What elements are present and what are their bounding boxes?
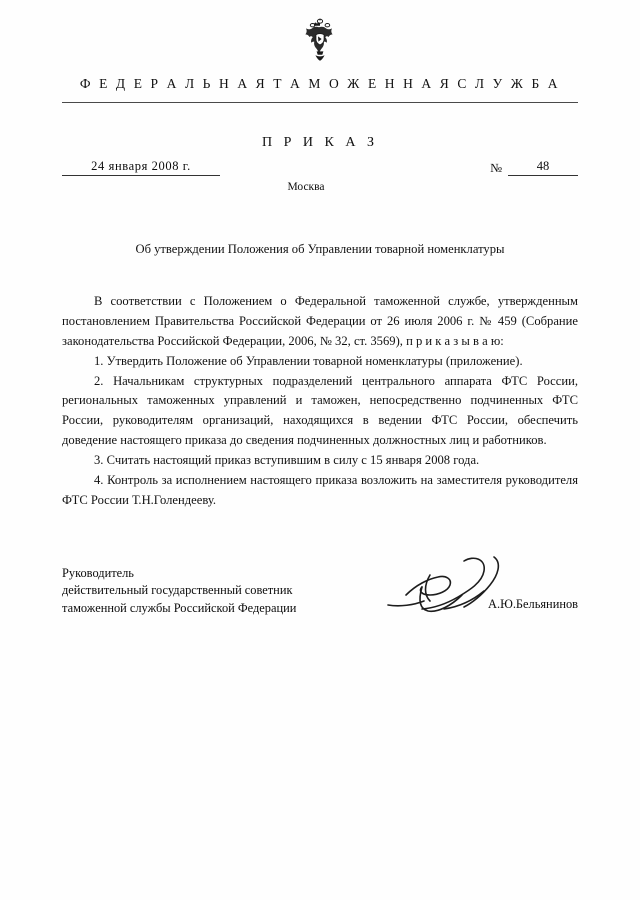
body-paragraph-5: 4. Контроль за исполнением настоящего приказа возложить на заместителя руководителя ФТС России Т.Н.Голендееву. — [62, 473, 578, 507]
document-number-group — [490, 159, 578, 176]
signature-block — [62, 565, 578, 618]
document-kind: П Р И К А З — [262, 135, 378, 150]
signatory-position-line-2: действительный государственный советник — [62, 583, 293, 598]
body-paragraph-1: В соответствии с Положением о Федеральной таможенной службе, утвержденным постановлением Правительства Российской Федерации от 26 июля 2006 г. № 459 (Собрание законодательства Российской Федерации, 2006, № 32, ст. 3569), п р и к а з ы в а ю: — [62, 294, 578, 348]
document-city: Москва — [287, 181, 325, 193]
document-meta-row — [62, 159, 578, 176]
document-date: 24 января 2008 г. — [62, 159, 220, 176]
signatory-position-line-3: таможенной службы Российской Федерации — [62, 601, 297, 616]
handwritten-signature — [344, 553, 544, 633]
body-paragraph-2: 1. Утвердить Положение об Управлении товарной номенклатуры (приложение). — [94, 353, 523, 368]
signatory-position — [62, 565, 352, 618]
russian-coat-of-arms-icon — [303, 18, 337, 64]
body-paragraph-4: 3. Считать настоящий приказ вступившим в силу с 15 января 2008 года. — [94, 453, 480, 468]
document-number-value: 48 — [508, 159, 578, 176]
document-subject: Об утверждении Положения об Управлении товарной номенклатуры — [135, 242, 505, 256]
signatory-name: А.Ю.Бельянинов — [488, 596, 578, 611]
header-divider — [62, 102, 578, 103]
body-paragraph-3: 2. Начальникам структурных подразделений центрального аппарата ФТС России, региональных таможенных управлений и таможен, непосредственно подчиненных ФТС России, руководителям организаций, находящихся в ведении ФТС России, обеспечить доведение настоящего приказа до сведения подчиненных должностных лиц и работников. — [62, 373, 578, 448]
document-body — [62, 292, 578, 511]
signatory-position-line-1: Руководитель — [62, 565, 134, 580]
emblem-container — [62, 0, 578, 64]
organization-title: Ф Е Д Е Р А Л Ь Н А Я Т А М О Ж Е Н Н А Я С Л У Ж Б А — [79, 76, 561, 91]
document-number-label: № — [490, 161, 502, 175]
